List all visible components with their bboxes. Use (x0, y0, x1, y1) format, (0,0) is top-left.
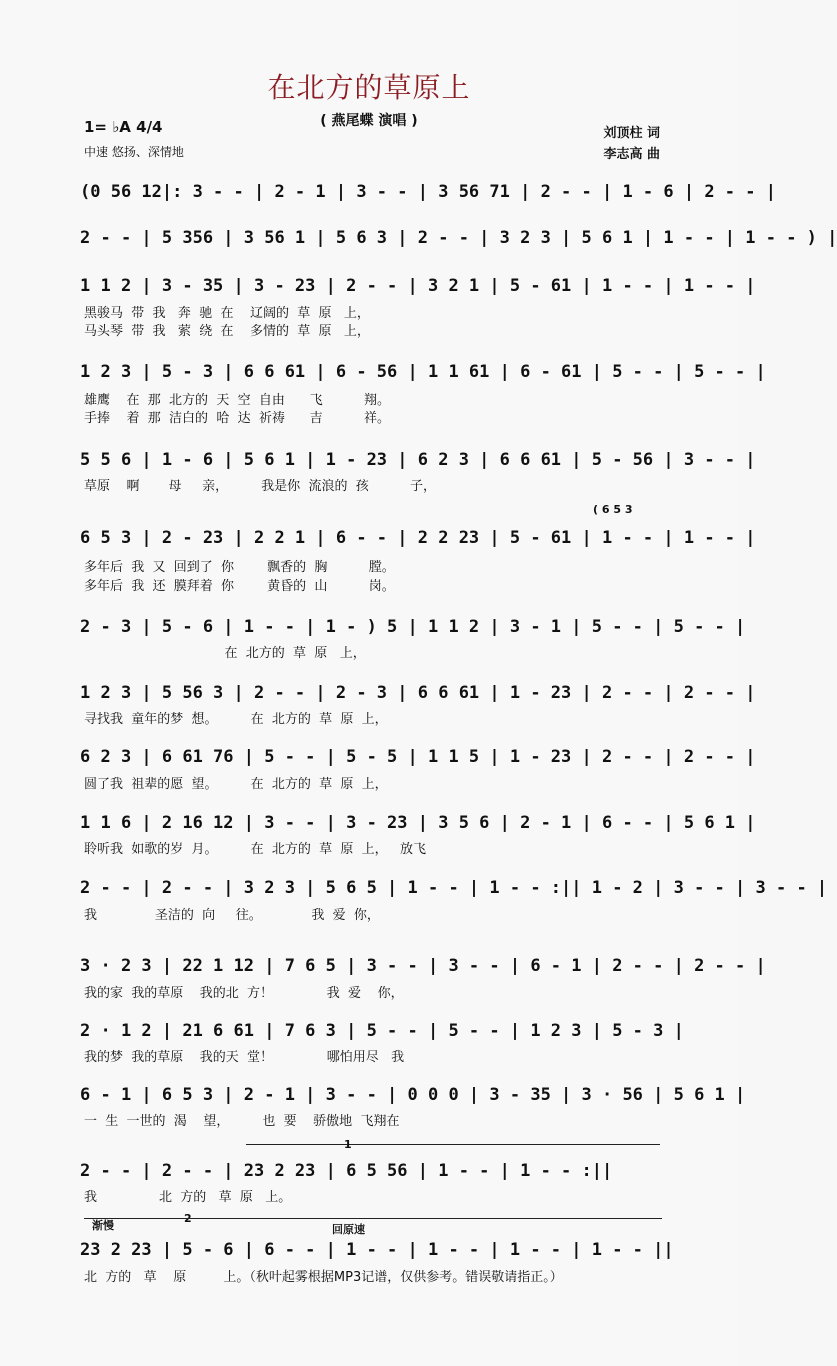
lyric-line: 手捧 着 那 洁白的 哈 达 祈祷 吉 祥。 (84, 411, 390, 426)
ending-bracket-2 (84, 1218, 662, 1219)
notation-row: 1 1 6 | 2 16 12 | 3 - - | 3 - 23 | 3 5 6 | 2 - 1 | 6 - - | 5 6 1 | (80, 813, 756, 833)
gradual-slow: 渐慢 (92, 1219, 114, 1232)
notation-row: 6 2 3 | 6 61 76 | 5 - - | 5 - 5 | 1 1 5 | 1 - 23 | 2 - - | 2 - - | (80, 747, 756, 767)
notation-row: 2 - 3 | 5 - 6 | 1 - - | 1 - ) 5 | 1 1 2 | 3 - 1 | 5 - - | 5 - - | (80, 617, 746, 637)
notation-row: 23 2 23 | 5 - 6 | 6 - - | 1 - - | 1 - - | 1 - - | 1 - - || (80, 1240, 674, 1260)
lyric-line: 多年后 我 还 膜拜着 你 黄昏的 山 岗。 (84, 579, 395, 594)
notation-row: 6 - 1 | 6 5 3 | 2 - 1 | 3 - - | 0 0 0 | 3 - 35 | 3 · 56 | 5 6 1 | (80, 1085, 746, 1105)
notation-row: 1 2 3 | 5 - 3 | 6 6 61 | 6 - 56 | 1 1 61 | 6 - 61 | 5 - - | 5 - - | (80, 362, 766, 382)
notation-row: 2 - - | 2 - - | 23 2 23 | 6 5 56 | 1 - - | 1 - - :|| (80, 1161, 613, 1181)
tempo-note: ( 6 5 3 (593, 503, 633, 516)
song-title: 在北方的草原上 (267, 71, 471, 104)
lyric-line: 马头琴 带 我 萦 绕 在 多情的 草 原 上， (84, 324, 370, 339)
notation-row: 1 2 3 | 5 56 3 | 2 - - | 2 - 3 | 6 6 61 | 1 - 23 | 2 - - | 2 - - | (80, 683, 756, 703)
lyric-line: 我的梦 我的草原 我的天 堂！ 哪怕用尽 我 (84, 1050, 405, 1065)
lyric-line: 我 北 方的 草 原 上。 (84, 1190, 292, 1205)
notation-row: 1 1 2 | 3 - 35 | 3 - 23 | 2 - - | 3 2 1 | 5 - 61 | 1 - - | 1 - - | (80, 276, 756, 296)
composer: 李志高 曲 (603, 147, 660, 162)
lyric-line: 雄鹰 在 那 北方的 天 空 自由 飞 翔。 (84, 393, 390, 408)
lyric-line: 多年后 我 又 回到了 你 飘香的 胸 膛。 (84, 560, 395, 575)
notation-row: 2 · 1 2 | 21 6 61 | 7 6 3 | 5 - - | 5 - - | 1 2 3 | 5 - 3 | (80, 1021, 684, 1041)
lyric-line: 北 方的 草 原 上。（秋叶起雾根据MP3记谱，仅供参考。错误敬请指正。） (84, 1270, 563, 1285)
lyric-line: 寻找我 童年的梦 想。 在 北方的 草 原 上， (84, 712, 388, 727)
lyric-line: 我的家 我的草原 我的北 方！ 我 爱 你， (84, 986, 404, 1001)
restore-tempo: 回原速 (332, 1223, 365, 1236)
lyric-line: 黑骏马 带 我 奔 驰 在 辽阔的 草 原 上， (84, 306, 370, 321)
notation-row: 3 · 2 3 | 22 1 12 | 7 6 5 | 3 - - | 3 - - | 6 - 1 | 2 - - | 2 - - | (80, 956, 766, 976)
lyric-line: 草原 啊 母 亲， 我是你 流浪的 孩 子， (84, 479, 437, 494)
notation-row: 2 - - | 5 356 | 3 56 1 | 5 6 3 | 2 - - | 3 2 3 | 5 6 1 | 1 - - | 1 - - ) | (80, 228, 837, 248)
singer-line: ( 燕尾蝶 演唱 ) (320, 113, 418, 129)
notation-row: 5 5 6 | 1 - 6 | 5 6 1 | 1 - 23 | 6 2 3 | 6 6 61 | 5 - 56 | 3 - - | (80, 450, 756, 470)
lyric-line: 一 生 一世的 渴 望， 也 要 骄傲地 飞翔在 (84, 1114, 400, 1129)
lyric-line: 我 圣洁的 向 往。 我 爱 你， (84, 908, 380, 923)
lyricist: 刘顶柱 词 (603, 126, 660, 141)
ending-1: 1 (344, 1138, 352, 1151)
tempo-marking: 中速 悠扬、深情地 (84, 145, 184, 159)
notation-row: 6 5 3 | 2 - 23 | 2 2 1 | 6 - - | 2 2 23 | 5 - 61 | 1 - - | 1 - - | (80, 528, 756, 548)
lyric-line: 聆听我 如歌的岁 月。 在 北方的 草 原 上， 放飞 (84, 842, 427, 857)
notation-row: 2 - - | 2 - - | 3 2 3 | 5 6 5 | 1 - - | 1 - - :|| 1 - 2 | 3 - - | 3 - - | (80, 878, 828, 898)
ending-bracket (246, 1144, 660, 1145)
key-signature: 1= ♭A 4/4 (84, 118, 163, 136)
lyric-line: 在 北方的 草 原 上， (84, 646, 366, 661)
notation-row: (0 56 12|: 3 - - | 2 - 1 | 3 - - | 3 56 71 | 2 - - | 1 - 6 | 2 - - | (80, 182, 776, 202)
lyric-line: 圆了我 祖辈的愿 望。 在 北方的 草 原 上， (84, 777, 388, 792)
